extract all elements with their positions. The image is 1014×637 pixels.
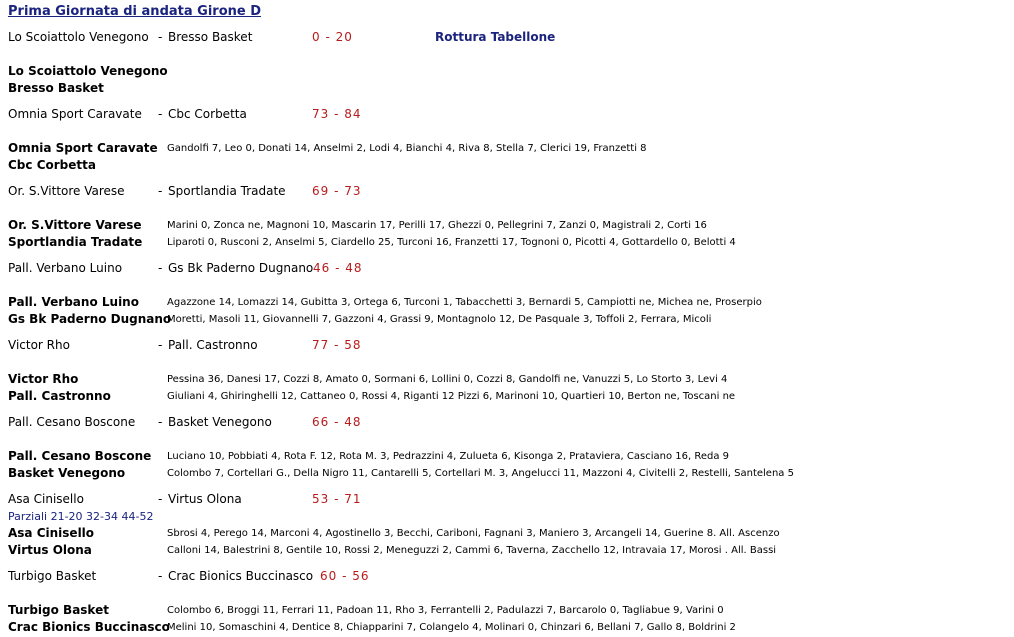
match-home-team: Omnia Sport Caravate: [8, 107, 142, 121]
page-title[interactable]: Prima Giornata di andata Girone D: [8, 4, 262, 19]
team-name: Pall. Cesano Boscone: [8, 449, 152, 463]
match-score: 66 - 48: [312, 415, 362, 429]
team-name: Bresso Basket: [8, 81, 104, 95]
match-home-team: Asa Cinisello: [8, 492, 84, 506]
player-scores: Gandolfi 7, Leo 0, Donati 14, Anselmi 2, Lodi 4, Bianchi 4, Riva 8, Stella 7, Clerici 19, Franzetti 8: [167, 143, 647, 154]
match-away-team: Bresso Basket: [168, 30, 253, 44]
team-name: Turbigo Basket: [8, 603, 109, 617]
player-scores: Liparoti 0, Rusconi 2, Anselmi 5, Ciardello 25, Turconi 16, Franzetti 17, Tognoni 0, Picotti 4, Gottardello 0, Belotti 4: [167, 237, 736, 248]
match-score: 77 - 58: [312, 338, 362, 352]
player-scores: Pessina 36, Danesi 17, Cozzi 8, Amato 0, Sormani 6, Lollini 0, Cozzi 8, Gandolfi ne, Vanuzzi 5, Lo Storto 3, Levi 4: [167, 374, 728, 385]
match-away-team: Gs Bk Paderno Dugnano: [168, 261, 314, 275]
match-score: 60 - 56: [320, 569, 370, 583]
match-home-team: Pall. Cesano Boscone: [8, 415, 136, 429]
match-score: 73 - 84: [312, 107, 362, 121]
team-name: Virtus Olona: [8, 543, 92, 557]
player-scores: Luciano 10, Pobbiati 4, Rota F. 12, Rota M. 3, Pedrazzini 4, Zulueta 6, Kisonga 2, Prataviera, Casciano 16, Reda 9: [167, 451, 730, 462]
team-name: Omnia Sport Caravate: [8, 141, 158, 155]
match-separator: -: [158, 107, 163, 121]
team-name: Or. S.Vittore Varese: [8, 218, 142, 232]
match-note: Rottura Tabellone: [435, 30, 556, 44]
team-name: Pall. Castronno: [8, 389, 111, 403]
team-name: Gs Bk Paderno Dugnano: [8, 312, 172, 326]
match-away-team: Basket Venegono: [168, 415, 272, 429]
player-scores: Calloni 14, Balestrini 8, Gentile 10, Rossi 2, Meneguzzi 2, Cammi 6, Taverna, Zacchello 12, Intravaia 17, Morosi . All. Bassi: [167, 545, 777, 556]
match-separator: -: [158, 261, 163, 275]
match-away-team: Cbc Corbetta: [168, 107, 247, 121]
player-scores: Marini 0, Zonca ne, Magnoni 10, Mascarin 17, Perilli 17, Ghezzi 0, Pellegrini 7, Zanzi 0, Magistrali 2, Corti 16: [167, 220, 707, 231]
team-name: Asa Cinisello: [8, 526, 95, 540]
partial-scores: Parziali 21-20 32-34 44-52: [8, 510, 154, 523]
match-home-team: Pall. Verbano Luino: [8, 261, 123, 275]
match-separator: -: [158, 184, 163, 198]
match-home-team: Lo Scoiattolo Venegono: [8, 30, 149, 44]
player-scores: Colombo 6, Broggi 11, Ferrari 11, Padoan 11, Rho 3, Ferrantelli 2, Padulazzi 7, Barcarolo 0, Tagliabue 9, Varini 0: [167, 605, 724, 616]
player-scores: Colombo 7, Cortellari G., Della Nigro 11, Cantarelli 5, Cortellari M. 3, Angelucci 11, Mazzoni 4, Civitelli 2, Restelli, Santelena 5: [167, 468, 794, 479]
player-scores: Melini 10, Somaschini 4, Dentice 8, Chiapparini 7, Colangelo 4, Molinari 0, Chinzari 6, Bellani 7, Gallo 8, Boldrini 2: [167, 622, 736, 633]
match-away-team: Pall. Castronno: [168, 338, 258, 352]
team-name: Victor Rho: [8, 372, 79, 386]
match-separator: -: [158, 338, 163, 352]
team-name: Sportlandia Tradate: [8, 235, 143, 249]
match-separator: -: [158, 415, 163, 429]
player-scores: Sbrosi 4, Perego 14, Marconi 4, Agostinello 3, Becchi, Cariboni, Fagnani 3, Maniero 3, Arcangeli 14, Guerine 8. All. Ascenzo: [167, 528, 780, 539]
match-away-team: Crac Bionics Buccinasco: [168, 569, 314, 583]
player-scores: Moretti, Masoli 11, Giovannelli 7, Gazzoni 4, Grassi 9, Montagnolo 12, De Pasquale 3, Toffoli 2, Ferrara, Micoli: [167, 314, 712, 325]
team-name: Basket Venegono: [8, 466, 126, 480]
team-name: Crac Bionics Buccinasco: [8, 620, 170, 634]
match-home-team: Or. S.Vittore Varese: [8, 184, 125, 198]
match-home-team: Turbigo Basket: [8, 569, 97, 583]
player-scores: Giuliani 4, Ghiringhelli 12, Cattaneo 0, Rossi 4, Riganti 12 Pizzi 6, Marinoni 10, Quartieri 10, Berton ne, Toscani ne: [167, 391, 736, 402]
match-away-team: Virtus Olona: [168, 492, 242, 506]
match-score: 69 - 73: [312, 184, 362, 198]
match-separator: -: [158, 30, 163, 44]
match-score: 53 - 71: [312, 492, 362, 506]
team-name: Cbc Corbetta: [8, 158, 96, 172]
match-separator: -: [158, 569, 163, 583]
match-score: 46 - 48: [313, 261, 363, 275]
match-score: 0 - 20: [312, 30, 353, 44]
team-name: Lo Scoiattolo Venegono: [8, 64, 168, 78]
player-scores: Agazzone 14, Lomazzi 14, Gubitta 3, Ortega 6, Turconi 1, Tabacchetti 3, Bernardi 5, Campiotti ne, Michea ne, Proserpio: [167, 297, 762, 308]
team-name: Pall. Verbano Luino: [8, 295, 139, 309]
match-home-team: Victor Rho: [8, 338, 70, 352]
match-separator: -: [158, 492, 163, 506]
match-away-team: Sportlandia Tradate: [168, 184, 286, 198]
